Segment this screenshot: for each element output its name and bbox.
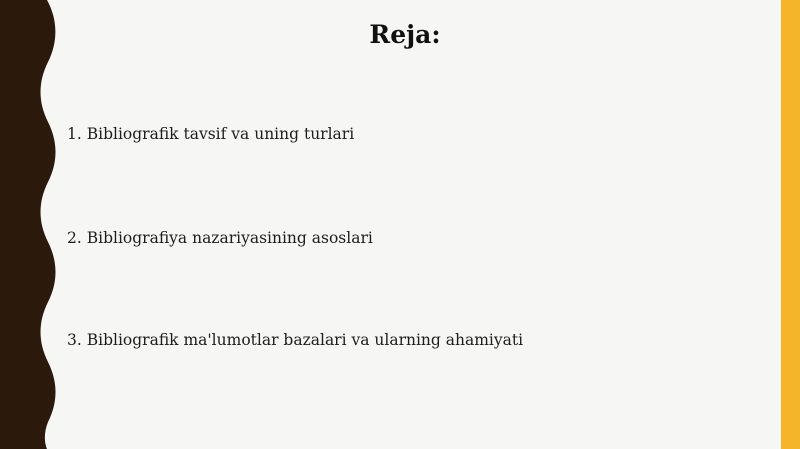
plan-item-text: Bibliografik ma'lumotlar bazalari va ularning ahamiyati xyxy=(86,331,524,349)
slide-title: Reja: xyxy=(369,20,441,49)
left-wavy-decoration xyxy=(0,0,60,449)
plan-item-text: Bibliografiya nazariyasining asoslari xyxy=(86,229,373,247)
right-accent-bar xyxy=(781,0,800,449)
plan-item-1 xyxy=(67,125,354,143)
plan-item-text: Bibliografik tavsif va uning turlari xyxy=(86,125,355,143)
plan-item-number: 3. xyxy=(67,331,82,349)
plan-item-2 xyxy=(67,229,373,247)
plan-item-number: 1. xyxy=(67,125,82,143)
plan-item-3 xyxy=(67,331,523,349)
plan-item-number: 2. xyxy=(67,229,82,247)
